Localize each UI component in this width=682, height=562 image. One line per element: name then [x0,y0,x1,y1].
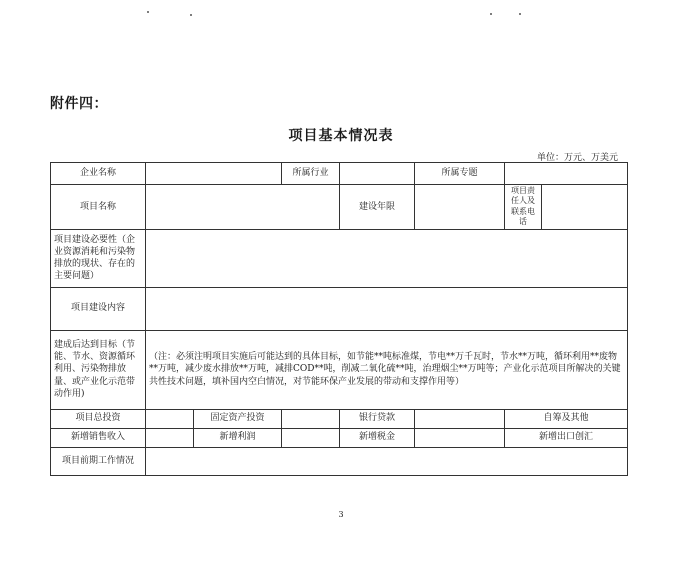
total-investment-field[interactable] [146,409,194,428]
content-field[interactable] [146,287,628,330]
page-title: 项目基本情况表 [288,128,394,144]
industry-field[interactable] [340,163,415,185]
scan-speck [147,11,149,13]
preliminary-work-field[interactable] [146,447,628,475]
scan-speck [490,13,492,15]
new-profit-label: 新增利润 [194,428,282,447]
bank-loan-label: 银行贷款 [340,409,415,428]
contact-field[interactable] [542,185,628,230]
new-tax-label: 新增税金 [340,428,415,447]
fixed-asset-label: 固定资产投资 [194,409,282,428]
page-number: 3 [338,510,344,519]
table-row [51,447,628,475]
scan-speck [519,13,521,15]
goal-label: 建成后达到目标（节能、节水、资源循环利用、污染物排放量、或产业化示范带动作用) [51,330,146,409]
new-sales-label: 新增销售收入 [51,428,146,447]
industry-label: 所属行业 [282,163,340,185]
table-row [51,229,628,287]
contact-label: 项目责任人及联系电话 [505,185,542,230]
new-profit-field[interactable] [282,428,340,447]
table-row [51,330,628,409]
fixed-asset-field[interactable] [282,409,340,428]
project-name-field[interactable] [146,185,340,230]
table-row [51,185,628,230]
construction-period-label: 建设年限 [340,185,415,230]
attachment-label: 附件四： [50,96,108,112]
table-row [51,409,628,428]
necessity-field[interactable] [146,229,628,287]
enterprise-name-label: 企业名称 [51,163,146,185]
table-row [51,163,628,185]
new-tax-field[interactable] [415,428,505,447]
total-investment-label: 项目总投资 [51,409,146,428]
goal-note[interactable]: （注：必须注明项目实施后可能达到的具体目标，如节能**吨标准煤，节电**万千瓦时，节水**万吨，循环利用**废物**万吨，减少废水排放**万吨，减排COD**吨，削减二氧化硫**吨，治理烟尘**万吨等；产业化示范项目所解决的关键共性技术问题，填补国内空白情况，对节能环保产业发展的带动和支撑作用等） [146,330,628,409]
new-sales-field[interactable] [146,428,194,447]
project-info-table [50,162,628,476]
new-export-label: 新增出口创汇 [505,428,628,447]
self-raised-label: 自筹及其他 [505,409,628,428]
scan-speck [190,14,192,16]
enterprise-name-field[interactable] [146,163,282,185]
table-row [51,287,628,330]
bank-loan-field[interactable] [415,409,505,428]
topic-field[interactable] [505,163,628,185]
content-label: 项目建设内容 [51,287,146,330]
table-row [51,428,628,447]
unit-note: 单位：万元、万美元 [536,153,618,163]
project-name-label: 项目名称 [51,185,146,230]
preliminary-work-label: 项目前期工作情况 [51,447,146,475]
necessity-label: 项目建设必要性（企业资源消耗和污染物排放的现状、存在的主要问题） [51,229,146,287]
construction-period-field[interactable] [415,185,505,230]
topic-label: 所属专题 [415,163,505,185]
